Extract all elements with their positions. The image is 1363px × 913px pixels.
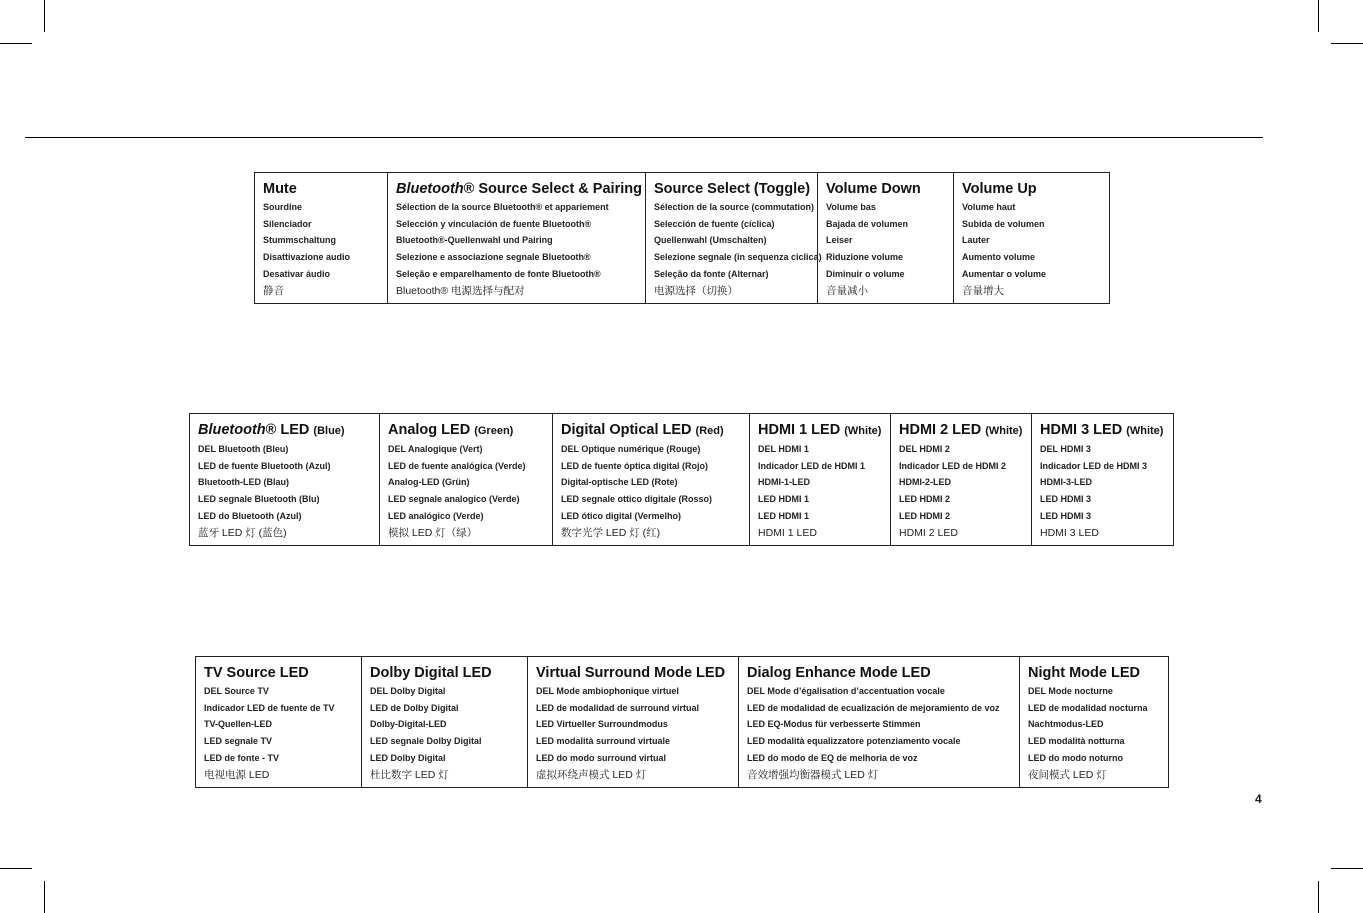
translation-line: LED HDMI 2: [899, 510, 951, 521]
cell-volume-up: [954, 173, 1110, 304]
translation-line: LED HDMI 3: [1040, 494, 1092, 505]
translation-line: Indicador LED de HDMI 1: [758, 460, 866, 471]
cell-dialog-enhance-mode-led: [739, 657, 1020, 788]
translation-line: Aumento volume: [962, 252, 1036, 263]
column-heading: [370, 663, 519, 683]
translation-line: Selección y vinculación de fuente Bluetooth®: [396, 218, 592, 229]
crop-mark: [1318, 881, 1319, 913]
translation-line: Digital-optische LED (Rote): [561, 477, 678, 488]
column-heading: [654, 179, 809, 199]
column-heading: [561, 420, 741, 441]
column-heading: [826, 179, 945, 199]
translation-line: HDMI 3 LED: [1040, 526, 1099, 539]
translation-line: LED segnale analogico (Verde): [388, 494, 520, 505]
cell-digital-optical-led: [553, 414, 750, 546]
translation-line: 音量减小: [826, 284, 868, 297]
cell-hdmi-3-led: [1032, 414, 1174, 546]
heading-text: HDMI 3 LED: [1040, 422, 1123, 438]
table-row: [196, 657, 1169, 788]
translation-line: 杜比数字 LED 灯: [370, 768, 449, 781]
translation-line: Silenciador: [263, 218, 312, 229]
translation-line: Dolby-Digital-LED: [370, 719, 447, 730]
translation-line: Seleção e emparelhamento de fonte Bluetooth®: [396, 268, 601, 279]
translation-line: DEL Mode nocturne: [1028, 686, 1113, 696]
column-heading: [204, 663, 353, 683]
translation-line: DEL Mode ambiophonique virtuel: [536, 686, 679, 696]
translation-line: Lauter: [962, 235, 990, 246]
translation-line: LED modalità notturna: [1028, 736, 1125, 747]
translation-line: 夜间模式 LED 灯: [1028, 768, 1107, 781]
heading-color: (Blue): [313, 425, 345, 437]
translation-line: 电视电源 LED: [204, 768, 270, 781]
translation-line: LED EQ-Modus für verbesserte Stimmen: [747, 719, 921, 730]
translation-line: LED de modalidad de surround virtual: [536, 702, 700, 713]
translation-line: LED modalità equalizzatore potenziamento vocale: [747, 736, 961, 747]
translation-line: DEL Bluetooth (Bleu): [198, 444, 289, 454]
translation-line: LED de modalidad de ecualización de mejoramiento de voz: [747, 702, 1000, 713]
translation-line: 数字光学 LED 灯 (红): [561, 526, 661, 539]
crop-mark: [44, 0, 45, 32]
cell-dolby-digital-led: [362, 657, 528, 788]
column-heading: [388, 420, 544, 441]
crop-mark: [0, 868, 32, 869]
heading-text: Night Mode LED: [1028, 665, 1140, 681]
heading-text: Volume Up: [962, 181, 1037, 197]
cell-tv-source-led: [196, 657, 362, 788]
translation-line: LED de Dolby Digital: [370, 702, 459, 713]
translation-line: 模拟 LED 灯（绿）: [388, 526, 478, 539]
cell-bluetooth-led: [190, 414, 380, 546]
heading-color: (White): [985, 425, 1023, 437]
translation-line: DEL HDMI 3: [1040, 444, 1091, 454]
translation-line: LED HDMI 1: [758, 510, 810, 521]
translation-line: LED Dolby Digital: [370, 752, 446, 763]
translation-line: LED HDMI 1: [758, 494, 810, 505]
translation-line: LED segnale ottico digitale (Rosso): [561, 494, 713, 505]
translation-line: DEL Mode d’égalisation d’accentuation vocale: [747, 686, 945, 696]
translation-line: LED do modo noturno: [1028, 752, 1123, 763]
translation-line: HDMI-2-LED: [899, 477, 951, 488]
column-heading: [198, 420, 371, 441]
translation-line: LED de fuente analógica (Verde): [388, 460, 526, 471]
heading-text: Dialog Enhance Mode LED: [747, 665, 931, 681]
crop-mark: [1331, 43, 1363, 44]
column-heading: [1028, 663, 1160, 683]
translation-line: Aumentar o volume: [962, 268, 1047, 279]
translation-line: Volume haut: [962, 202, 1016, 212]
cell-virtual-surround-mode-led: [528, 657, 739, 788]
translation-line: Selezione e associazione segnale Bluetooth®: [396, 252, 591, 263]
heading-text: ® Source Select & Pairing: [463, 181, 642, 197]
heading-text: ® LED: [265, 422, 310, 438]
translation-line: Leiser: [826, 235, 853, 246]
crop-mark: [1331, 868, 1363, 869]
translation-line: LED de fuente óptica digital (Rojo): [561, 460, 708, 471]
translation-line: 静音: [263, 284, 284, 297]
translation-line: DEL HDMI 2: [899, 444, 950, 454]
heading-color: (White): [1126, 425, 1164, 437]
translation-line: HDMI 1 LED: [758, 526, 817, 539]
translation-line: DEL Source TV: [204, 686, 269, 696]
translation-line: 蓝牙 LED 灯 (蓝色): [198, 526, 287, 539]
heading-color: (Red): [695, 425, 724, 437]
translation-line: LED ótico digital (Vermelho): [561, 510, 682, 521]
translation-line: Riduzione volume: [826, 252, 904, 263]
translation-line: LED HDMI 2: [899, 494, 951, 505]
translation-line: Bluetooth®-Quellenwahl und Pairing: [396, 235, 553, 246]
translation-line: Bluetooth® 电源选择与配对: [396, 284, 525, 297]
translation-line: DEL Analogique (Vert): [388, 444, 483, 454]
heading-text: HDMI 1 LED: [758, 422, 841, 438]
translation-line: DEL HDMI 1: [758, 444, 809, 454]
heading-text: HDMI 2 LED: [899, 422, 982, 438]
translation-line: Bajada de volumen: [826, 218, 909, 229]
translation-line: 虚拟环绕声模式 LED 灯: [536, 768, 647, 781]
translation-line: 音量增大: [962, 284, 1004, 297]
translation-line: Desativar áudio: [263, 268, 331, 279]
translation-line: Quellenwahl (Umschalten): [654, 235, 767, 246]
translation-line: DEL Dolby Digital: [370, 686, 446, 696]
mode-led-table: [195, 656, 1169, 788]
heading-text: Virtual Surround Mode LED: [536, 665, 726, 681]
heading-text: Source Select (Toggle): [654, 181, 811, 197]
translation-line: LED de fuente Bluetooth (Azul): [198, 460, 331, 471]
translation-line: Sélection de la source Bluetooth® et appariement: [396, 202, 609, 212]
translation-line: Stummschaltung: [263, 235, 337, 246]
cell-analog-led: [380, 414, 553, 546]
translation-line: LED de fonte - TV: [204, 752, 279, 763]
header-rule: [25, 137, 1263, 138]
heading-color: (Green): [474, 425, 514, 437]
heading-text: Dolby Digital LED: [370, 665, 492, 681]
table-row: [190, 414, 1174, 546]
cell-hdmi-1-led: [750, 414, 891, 546]
translation-line: LED do modo de EQ de melhoria de voz: [747, 752, 918, 763]
translation-line: 电源选择（切换）: [654, 284, 738, 297]
translation-line: LED Virtueller Surroundmodus: [536, 719, 668, 730]
cell-volume-down: [818, 173, 954, 304]
translation-line: DEL Optique numérique (Rouge): [561, 444, 701, 454]
heading-text: Mute: [263, 181, 297, 197]
column-heading: [536, 663, 730, 683]
translation-line: TV-Quellen-LED: [204, 719, 273, 730]
crop-mark: [44, 881, 45, 913]
translation-line: Analog-LED (Grün): [388, 477, 470, 488]
cell-mute: [255, 173, 388, 304]
translation-line: Subida de volumen: [962, 218, 1045, 229]
heading-text: Analog LED: [388, 422, 471, 438]
page-number: 4: [1255, 792, 1262, 806]
remote-buttons-table: [254, 172, 1110, 304]
column-heading: [747, 663, 1011, 683]
cell-night-mode-led: [1020, 657, 1169, 788]
translation-line: LED do modo surround virtual: [536, 752, 666, 763]
column-heading: [396, 179, 642, 199]
translation-line: Diminuir o volume: [826, 268, 905, 279]
cell-source-select-toggle: [646, 173, 822, 304]
table-row: [255, 173, 1110, 304]
translation-line: Nachtmodus-LED: [1028, 719, 1104, 730]
translation-line: HDMI-3-LED: [1040, 477, 1092, 488]
cell-bluetooth-source-select-pairing: [388, 173, 646, 304]
translation-line: Selección de fuente (cíclica): [654, 218, 775, 229]
translation-line: Sélection de la source (commutation): [654, 202, 815, 212]
column-heading: [962, 179, 1101, 199]
translation-line: Indicador LED de HDMI 2: [899, 460, 1007, 471]
translation-line: Sourdine: [263, 202, 303, 212]
column-heading: [758, 420, 882, 441]
translation-line: LED do Bluetooth (Azul): [198, 510, 302, 521]
translation-line: Disattivazione audio: [263, 252, 351, 263]
heading-italic: Bluetooth: [198, 422, 266, 438]
column-heading: [1040, 420, 1165, 441]
translation-line: Indicador LED de fuente de TV: [204, 702, 335, 713]
translation-line: Volume bas: [826, 202, 876, 212]
translation-line: Bluetooth-LED (Blau): [198, 477, 289, 488]
translation-line: Selezione segnale (in sequenza ciclica): [654, 252, 822, 263]
translation-line: Seleção da fonte (Alternar): [654, 268, 769, 279]
translation-line: LED segnale Bluetooth (Blu): [198, 494, 320, 505]
heading-text: TV Source LED: [204, 665, 309, 681]
translation-line: LED de modalidad nocturna: [1028, 702, 1148, 713]
translation-line: LED modalità surround virtuale: [536, 736, 671, 747]
translation-line: Indicador LED de HDMI 3: [1040, 460, 1148, 471]
translation-line: HDMI-1-LED: [758, 477, 810, 488]
translation-line: LED HDMI 3: [1040, 510, 1092, 521]
translation-line: 音效增强均衡器模式 LED 灯: [747, 768, 879, 781]
translation-line: HDMI 2 LED: [899, 526, 958, 539]
heading-text: Digital Optical LED: [561, 422, 692, 438]
column-heading: [263, 179, 379, 199]
translation-line: LED analógico (Verde): [388, 510, 484, 521]
column-heading: [899, 420, 1023, 441]
source-led-table: [189, 413, 1174, 546]
heading-text: Volume Down: [826, 181, 921, 197]
cell-hdmi-2-led: [891, 414, 1032, 546]
crop-mark: [1318, 0, 1319, 32]
translation-line: LED segnale TV: [204, 736, 273, 747]
crop-mark: [0, 43, 32, 44]
translation-line: LED segnale Dolby Digital: [370, 736, 482, 747]
heading-italic: Bluetooth: [396, 181, 464, 197]
heading-color: (White): [844, 425, 882, 437]
